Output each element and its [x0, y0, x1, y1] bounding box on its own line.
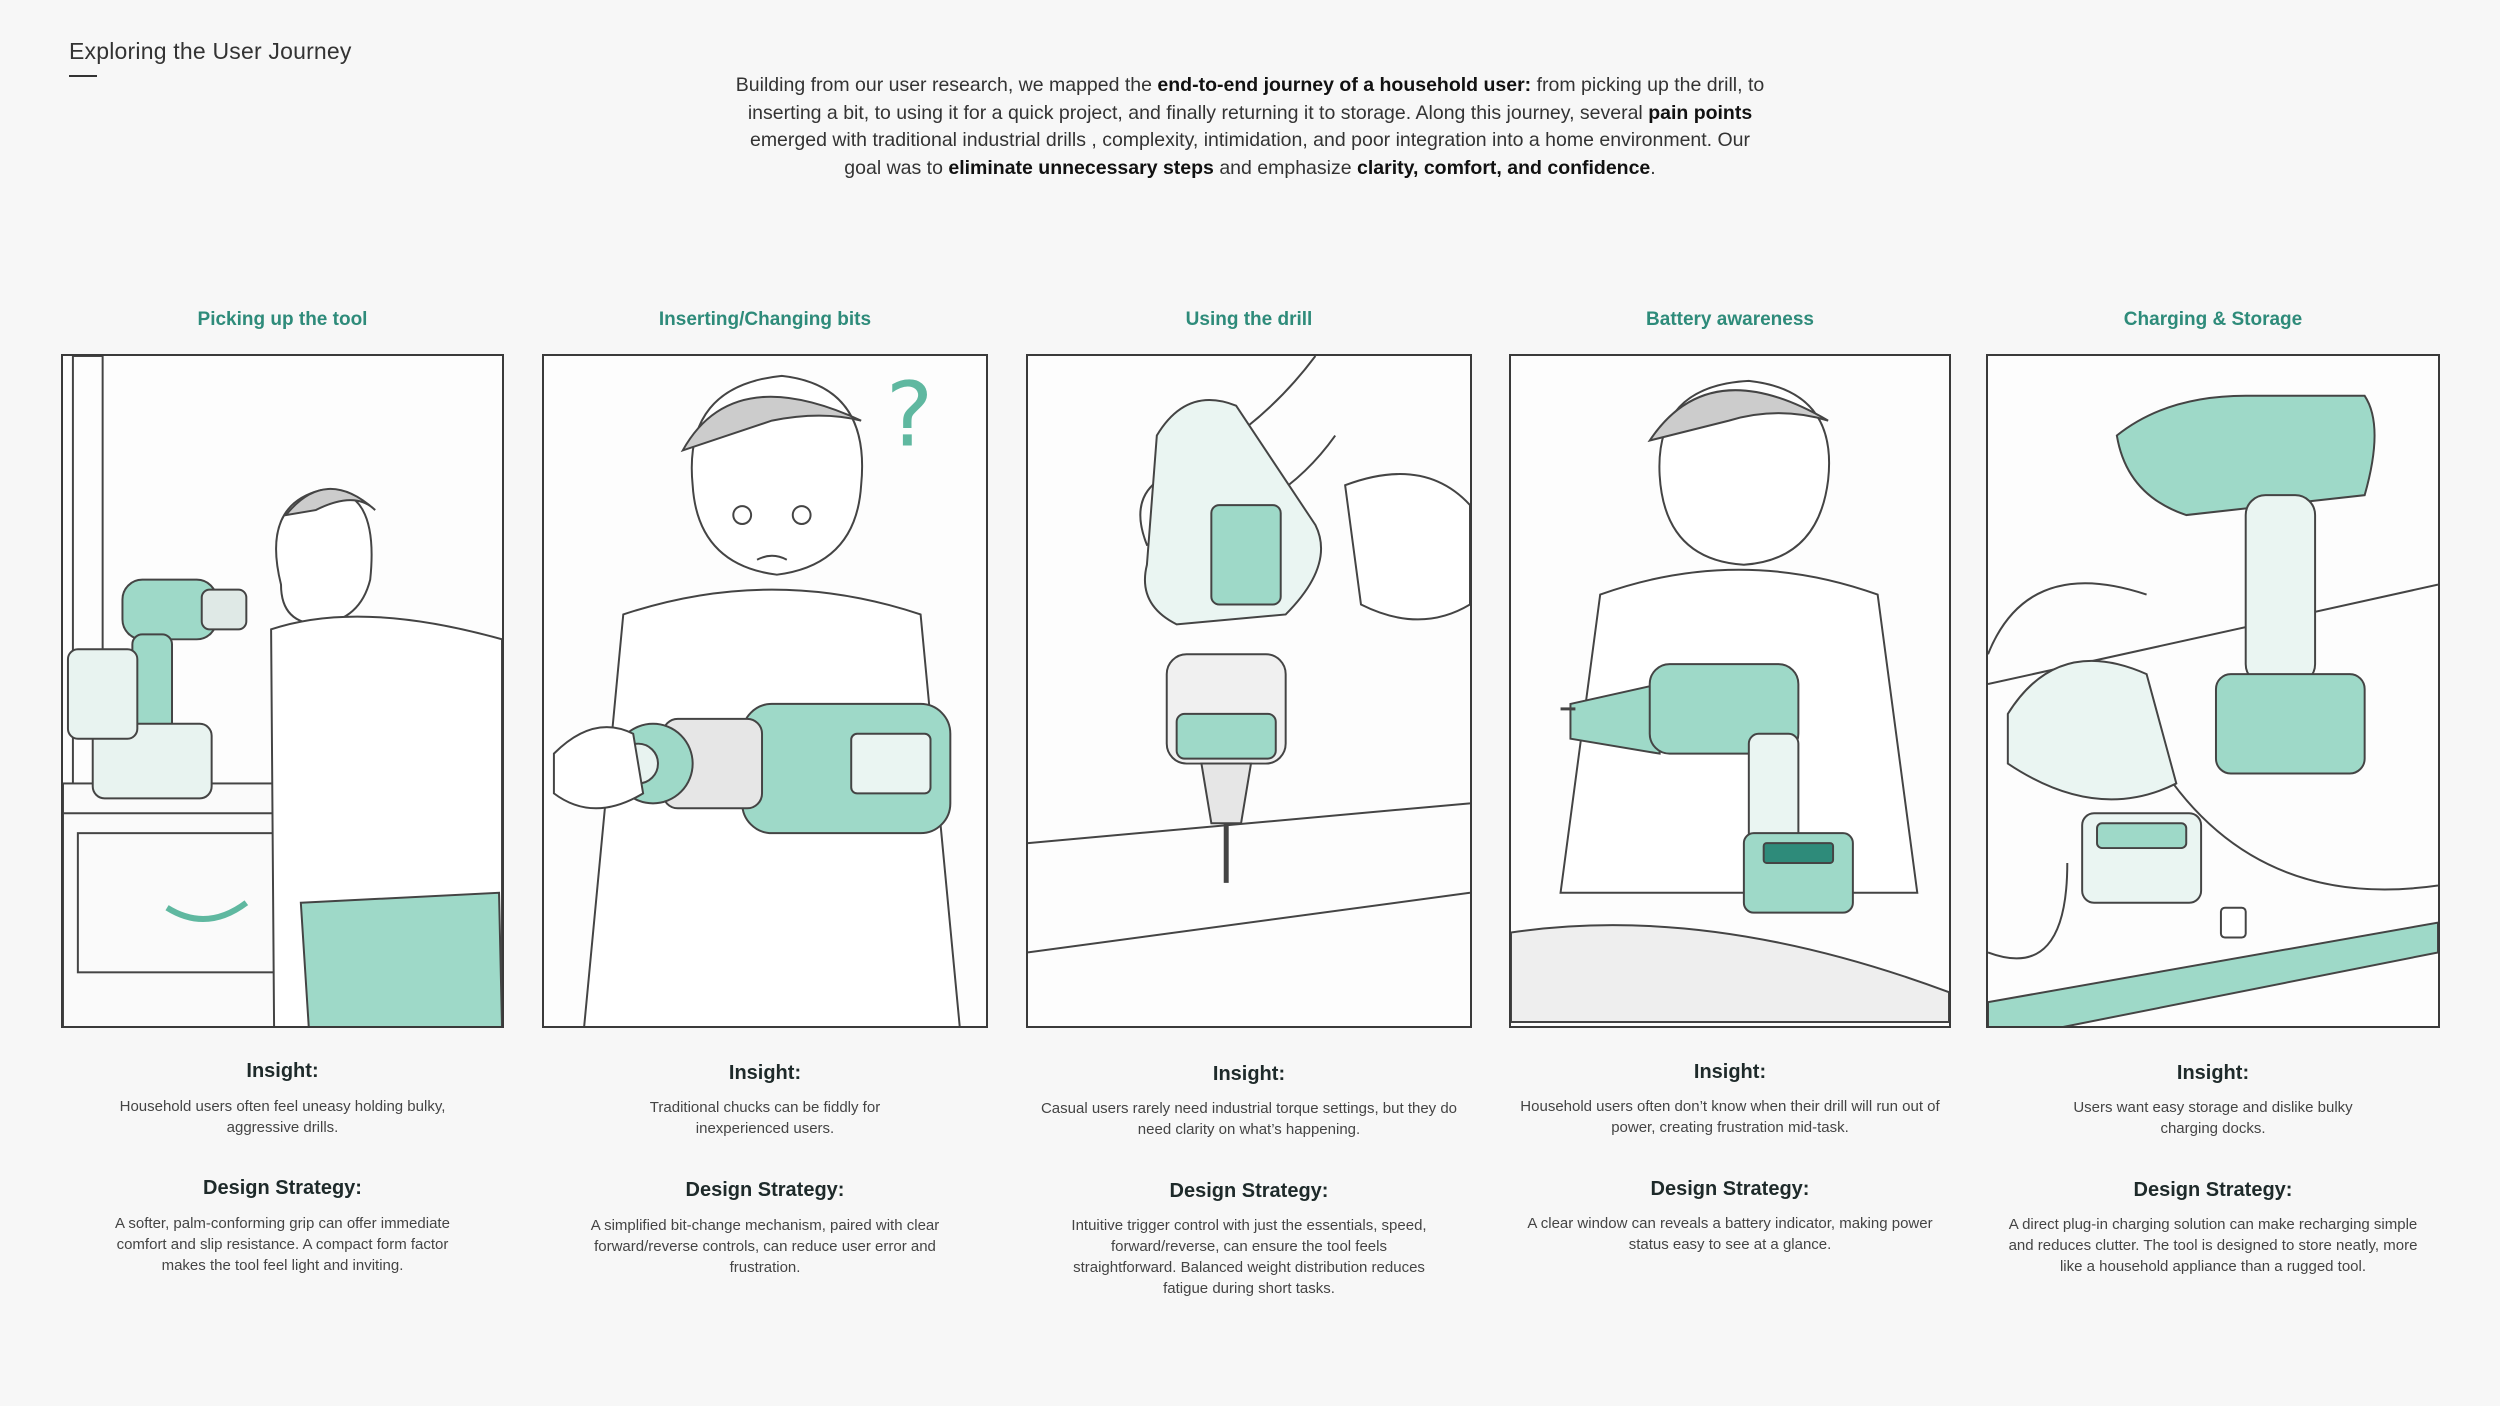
strategy-text: A softer, palm-conforming grip can offer immediate comfort and slip resistance. A compact form factor makes the tool feel light and inviting.	[115, 1215, 450, 1274]
insight-heading: Insight:	[728, 1062, 802, 1084]
insight-text: Casual users rarely need industrial torque settings, but they do need clarity on what’s happening.	[1040, 1100, 1458, 1138]
insight-text: Household users often don’t know when their drill will run out of power, creating frustration mid-task.	[1520, 1098, 1940, 1136]
page-title: Exploring the User Journey	[69, 38, 352, 64]
intro-emphasis: end-to-end journey of a household user:	[1157, 74, 1532, 96]
strategy-heading: Design Strategy:	[685, 1179, 845, 1201]
stage-title: Charging & Storage	[2123, 309, 2303, 330]
intro-text: Building from our user research, we mapped the	[735, 74, 1158, 96]
strategy-text: A simplified bit-change mechanism, paired with clear forward/reverse controls, can reduce user error and frustration.	[590, 1217, 940, 1276]
illustration-charging-storage	[1986, 354, 2440, 1028]
strategy-text: A clear window can reveals a battery indicator, making power status easy to see at a glance.	[1527, 1215, 1933, 1253]
person-checking-battery-illustration	[1511, 356, 1949, 1026]
intro-text: and emphasize	[1213, 156, 1357, 179]
person-changing-bit-illustration	[544, 356, 986, 1026]
title-underline	[69, 75, 97, 77]
strategy-heading: Design Strategy:	[1650, 1178, 1810, 1200]
stage-title: Using the drill	[1185, 309, 1313, 330]
svg-text:?: ?	[885, 363, 934, 468]
strategy-heading: Design Strategy:	[2133, 1179, 2293, 1201]
intro-text: .	[1650, 156, 1656, 179]
drill-charger-illustration	[1988, 356, 2438, 1026]
drill-in-use-illustration	[1028, 356, 1470, 1026]
illustration-changing-bits	[542, 354, 988, 1028]
insight-heading: Insight:	[2176, 1062, 2250, 1084]
intro-text: from picking up the drill, to inserting a bit, to using it for a quick project, and finally returning it to storage. Along this journey, several	[747, 74, 1765, 124]
intro-text: emerged with traditional industrial drills , complexity, intimidation, and poor integration into a home environment. Our goal was to	[749, 129, 1751, 179]
strategy-heading: Design Strategy:	[203, 1177, 362, 1199]
stage-title: Picking up the tool	[197, 309, 368, 330]
stage-title: Battery awareness	[1646, 309, 1814, 330]
strategy-heading: Design Strategy:	[1169, 1180, 1329, 1202]
illustration-battery-awareness	[1509, 354, 1951, 1028]
strategy-text: Intuitive trigger control with just the essentials, speed, forward/reverse, can ensure the tool feels straightforward. Balanced weight distribution reduces fatigue during short tasks.	[1071, 1217, 1427, 1297]
insight-text: Household users often feel uneasy holding bulky, aggressive drills.	[119, 1098, 446, 1136]
intro-emphasis: pain points	[1648, 101, 1753, 124]
insight-text: Users want easy storage and dislike bulky charging docks.	[2073, 1099, 2353, 1137]
strategy-text: A direct plug-in charging solution can make recharging simple and reduces clutter. The tool is designed to store neatly, more like a household appliance than a rugged tool.	[2008, 1216, 2418, 1275]
person-picking-up-drill-illustration	[63, 356, 502, 1026]
intro-emphasis: eliminate unnecessary steps	[948, 156, 1214, 179]
illustration-using-drill	[1026, 354, 1472, 1028]
stage-title: Inserting/Changing bits	[658, 309, 872, 330]
intro-paragraph	[735, 72, 1765, 182]
intro-emphasis: clarity, comfort, and confidence	[1357, 156, 1651, 179]
insight-text: Traditional chucks can be fiddly for inexperienced users.	[649, 1099, 881, 1137]
insight-heading: Insight:	[246, 1060, 319, 1082]
illustration-picking-up	[61, 354, 504, 1028]
insight-heading: Insight:	[1212, 1063, 1286, 1085]
insight-heading: Insight:	[1693, 1061, 1767, 1083]
